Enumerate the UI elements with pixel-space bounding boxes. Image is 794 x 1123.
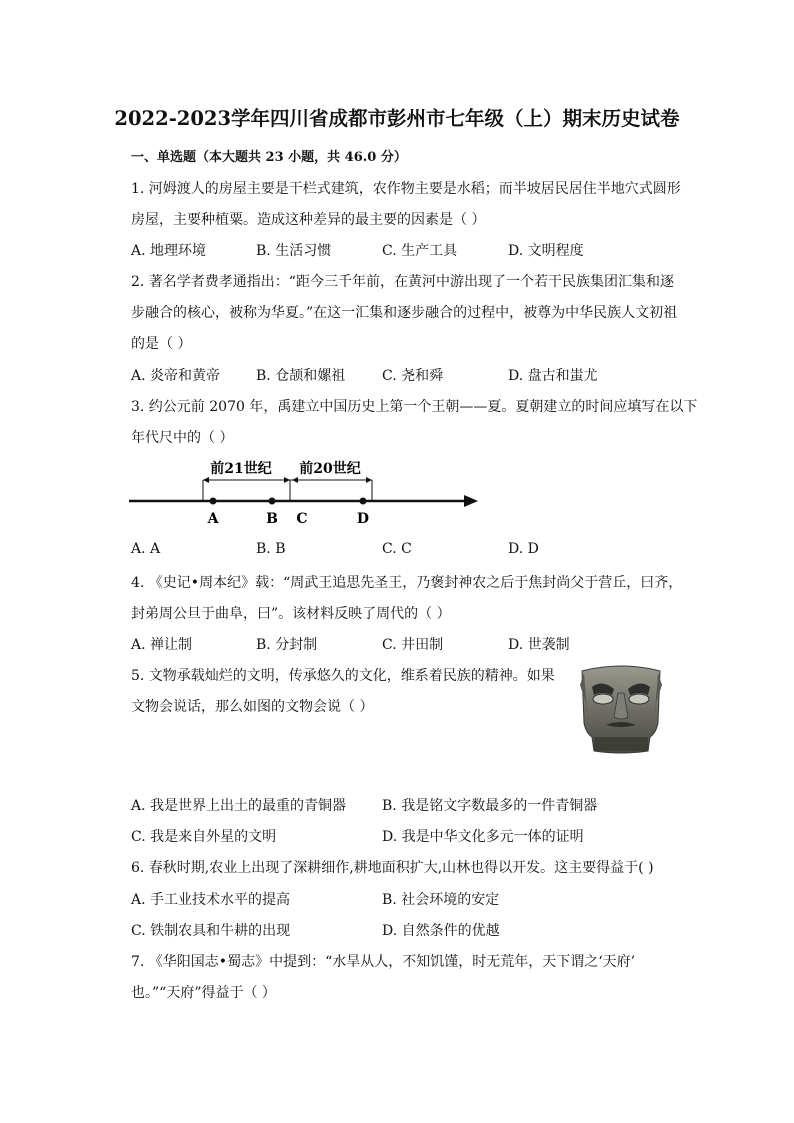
q4-option-a[interactable]: A. 禅让制 xyxy=(131,637,193,653)
q7-stem-line1: 7. 《华阳国志•蜀志》中提到：“水旱从人，不知饥馑，时无荒年，天下谓之‘天府’ xyxy=(131,954,636,970)
q6-option-d[interactable]: D. 自然条件的优越 xyxy=(382,923,500,939)
q4-stem-line2: 封弟周公旦于曲阜，曰”。该材料反映了周代的（ ） xyxy=(131,606,451,622)
q6-option-b[interactable]: B. 社会环境的安定 xyxy=(382,892,500,908)
timeline-point-label-c: C xyxy=(296,511,308,527)
timeline-label-20c: 前20世纪 xyxy=(299,461,361,477)
q7-stem-line2: 也。”“天府”得益于（ ） xyxy=(131,985,276,1001)
q2-stem-line2: 步融合的核心，被称为华夏。”在这一汇集和逐步融合的过程中，被尊为中华民族人文初祖 xyxy=(131,305,678,321)
q3-stem-line1: 3. 约公元前 2070 年，禹建立中国历史上第一个王朝——夏。夏朝建立的时间应填写在以下 xyxy=(131,399,698,415)
bronze-mask-image xyxy=(578,663,664,755)
q5-stem-line2: 文物会说话，那么如图的文物会说（ ） xyxy=(131,699,374,715)
q5-option-d[interactable]: D. 我是中华文化多元一体的证明 xyxy=(382,829,584,845)
timeline-point-label-b: B xyxy=(266,511,278,527)
q6-option-a[interactable]: A. 手工业技术水平的提高 xyxy=(131,892,291,908)
q2-option-a[interactable]: A. 炎帝和黄帝 xyxy=(131,368,221,384)
q2-stem-line3: 的是（ ） xyxy=(131,336,192,352)
q2-stem-line1: 2. 著名学者费孝通指出：“距今三千年前，在黄河中游出现了一个若干民族集团汇集和逐 xyxy=(131,274,674,290)
q1-option-d[interactable]: D. 文明程度 xyxy=(508,243,584,259)
timeline-label-21c: 前21世纪 xyxy=(210,461,272,477)
timeline-point-label-d: D xyxy=(356,511,370,527)
q3-option-b[interactable]: B. B xyxy=(256,541,286,557)
q5-option-a[interactable]: A. 我是世界上出土的最重的青铜器 xyxy=(131,798,347,814)
page-title: 2022-2023学年四川省成都市彭州市七年级（上）期末历史试卷 xyxy=(114,107,680,130)
q3-stem-line2: 年代尺中的（ ） xyxy=(131,430,234,446)
q6-stem-line1: 6. 春秋时期,农业上出现了深耕细作,耕地面积扩大,山林也得以开发。这主要得益于( ) xyxy=(131,860,654,876)
q5-stem-line1: 5. 文物承载灿烂的文明，传承悠久的文化，维系着民族的精神。如果 xyxy=(131,668,555,684)
timeline-point-d xyxy=(360,498,367,505)
q3-option-a[interactable]: A. A xyxy=(131,541,161,557)
timeline-point-b xyxy=(269,498,276,505)
q1-option-c[interactable]: C. 生产工具 xyxy=(382,243,458,259)
q4-option-c[interactable]: C. 井田制 xyxy=(382,637,444,653)
q2-option-b[interactable]: B. 仓颉和嫘祖 xyxy=(256,368,346,384)
q5-option-b[interactable]: B. 我是铭文字数最多的一件青铜器 xyxy=(382,798,598,814)
q3-option-c[interactable]: C. C xyxy=(382,541,412,557)
timeline-point-a xyxy=(210,498,217,505)
q1-option-a[interactable]: A. 地理环境 xyxy=(131,243,207,259)
q4-option-d[interactable]: D. 世袭制 xyxy=(508,637,570,653)
timeline-diagram xyxy=(126,452,486,530)
q6-option-c[interactable]: C. 铁制农具和牛耕的出现 xyxy=(131,923,291,939)
q1-option-b[interactable]: B. 生活习惯 xyxy=(256,243,332,259)
q2-option-c[interactable]: C. 尧和舜 xyxy=(382,368,444,384)
arrow-head-icon xyxy=(464,495,478,507)
q1-stem-line2: 房屋，主要种植粟。造成这种差异的最主要的因素是（ ） xyxy=(131,212,486,228)
q2-option-d[interactable]: D. 盘古和蚩尤 xyxy=(508,368,598,384)
q4-stem-line1: 4. 《史记•周本纪》载：“周武王追思先圣王，乃褒封神农之后于焦封尚父于营丘，曰齐， xyxy=(131,575,683,591)
q4-option-b[interactable]: B. 分封制 xyxy=(256,637,318,653)
timeline-point-label-a: A xyxy=(207,511,219,527)
section-heading: 一、单选题（本大题共 23 小题，共 46.0 分） xyxy=(131,150,407,165)
q3-option-d[interactable]: D. D xyxy=(508,541,539,557)
q1-stem-line1: 1. 河姆渡人的房屋主要是干栏式建筑，农作物主要是水稻；而半坡居民居住半地穴式圆形 xyxy=(131,181,681,197)
q5-option-c[interactable]: C. 我是来自外星的文明 xyxy=(131,829,277,845)
